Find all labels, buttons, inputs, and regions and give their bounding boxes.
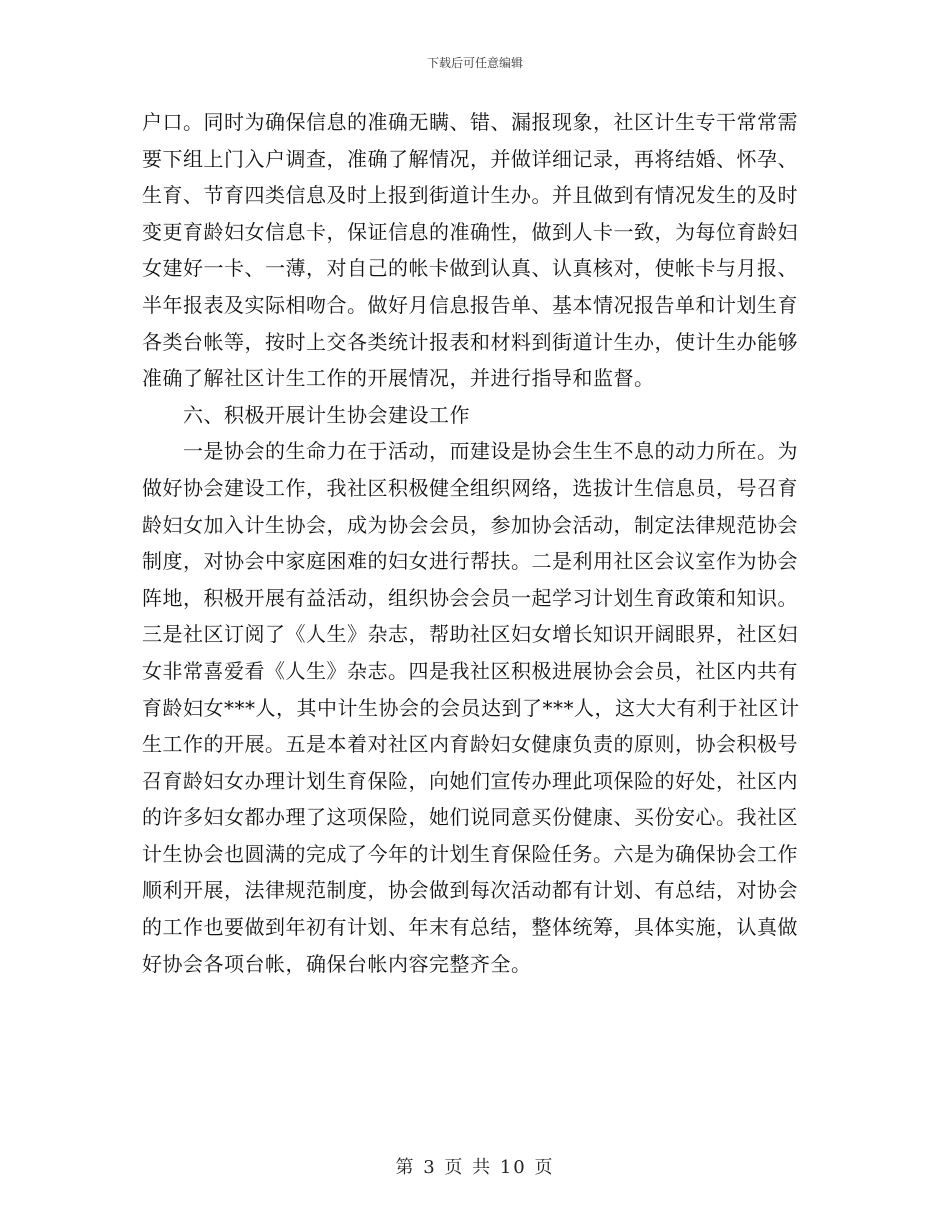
section-heading-6: 六、积极开展计生协会建设工作	[183, 402, 470, 427]
header-note: 下载后可任意编辑	[426, 56, 523, 70]
page-number: 第 3 页 共 10 页	[395, 1157, 555, 1178]
body-paragraph-2: 一是协会的生命力在于活动，而建设是协会生生不息的动力所在。为做好协会建设工作，我社区积极健全组织网络，选拔计生信息员，号召育龄妇女加入计生协会，成为协会会员，参加协会活动，制定法律规范协会制度，对协会中家庭困难的妇女进行帮扶。二是利用社区会议室作为协会阵地，积极开展有益活动，组织协会会员一起学习计划生育政策和知识。三是社区订阅了《人生》杂志，帮助社区妇女增长知识开阔眼界，社区妇女非常喜爱看《人生》杂志。四是我社区积极进展协会会员，社区内共有育龄妇女***人，其中计生协会的会员达到了***人，这大大有利于社区计生工作的开展。五是本着对社区内育龄妇女健康负责的原则，协会积极号召育龄妇女办理计划生育保险，向她们宣传办理此项保险的好处，社区内的许多妇女都办理了这项保险，她们说同意买份健康、买份安心。我社区计生协会也圆满的完成了今年的计划生育保险任务。六是为确保协会工作顺利开展，法律规范制度，协会做到每次活动都有计划、有总结，对协会的工作也要做到年初有计划、年末有总结，整体统筹，具体实施，认真做好协会各项台帐，确保台帐内容完整齐全。	[142, 439, 800, 976]
document-body	[142, 104, 812, 982]
body-paragraph-1: 户口。同时为确保信息的准确无瞒、错、漏报现象，社区计生专干常常需要下组上门入户调查，准确了解情况，并做详细记录，再将结婚、怀孕、生育、节育四类信息及时上报到街道计生办。并且做到有情况发生的及时变更育龄妇女信息卡，保证信息的准确性，做到人卡一致，为每位育龄妇女建好一卡、一薄，对自己的帐卡做到认真、认真核对，使帐卡与月报、半年报表及实际相吻合。做好月信息报告单、基本情况报告单和计划生育各类台帐等，按时上交各类统计报表和材料到街道计生办，使计生办能够准确了解社区计生工作的开展情况，并进行指导和监督。	[142, 110, 798, 391]
